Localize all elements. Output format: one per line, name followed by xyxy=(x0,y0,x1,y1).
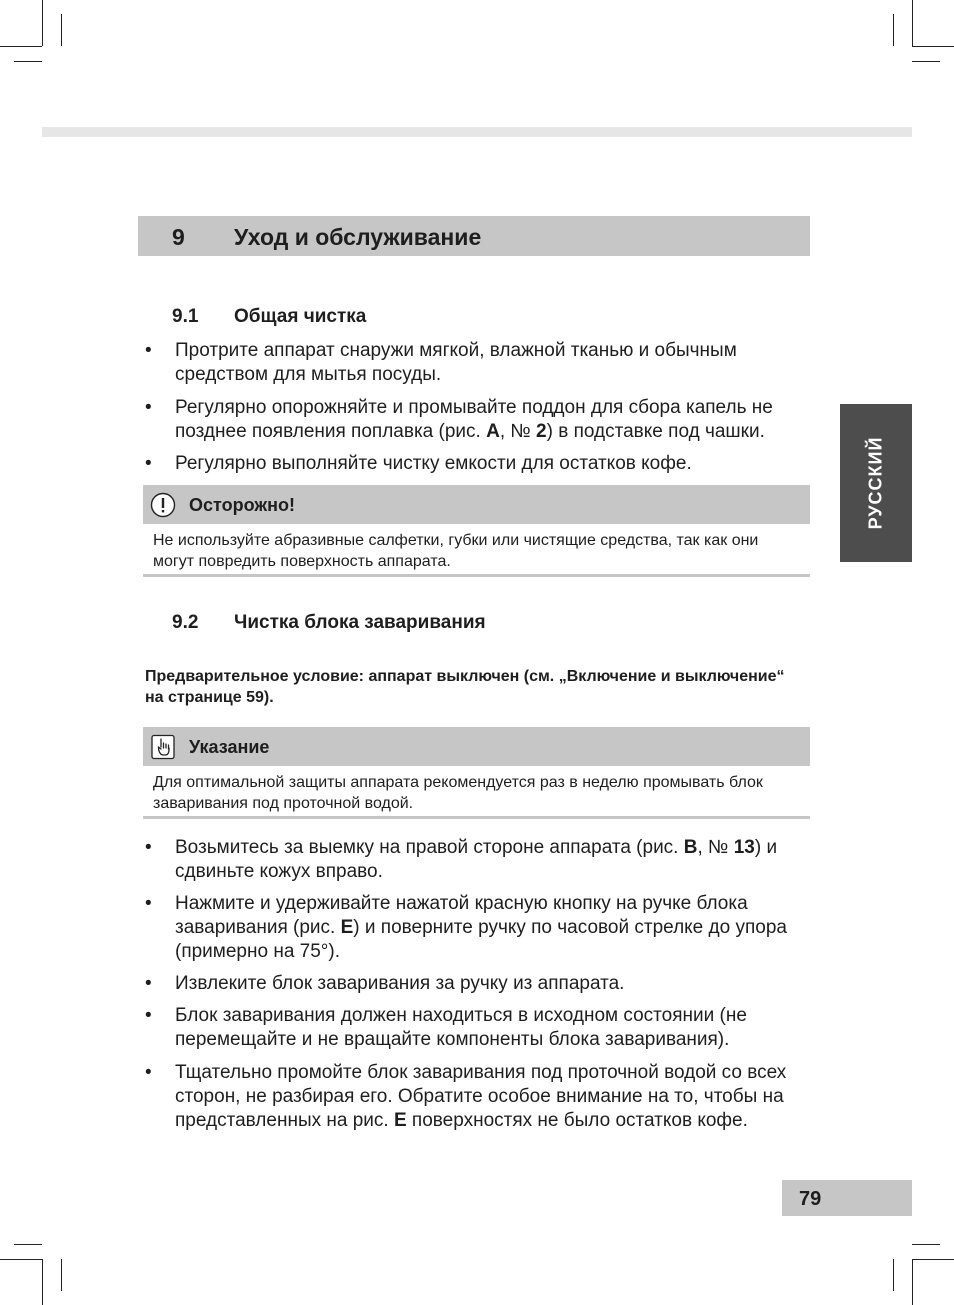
language-label: РУССКИЙ xyxy=(865,436,886,530)
pointing-hand-icon xyxy=(150,734,176,760)
caution-text: Не используйте абразивные салфетки, губки или чистящие средства, так как они могут повредить поверхность аппарата. xyxy=(153,532,759,570)
header-band xyxy=(42,127,912,137)
caution-label: Осторожно! xyxy=(189,495,295,515)
section-title: Чистка блока заваривания xyxy=(234,612,486,633)
caution-header xyxy=(143,485,810,524)
note-text: Для оптимальной защиты аппарата рекомендуется раз в неделю промывать блок заваривания под проточной водой. xyxy=(153,774,763,812)
list-item xyxy=(145,396,809,444)
list-item-text: Тщательно промойте блок заваривания под проточной водой со всех сторон, не разбирая его. Обратите особое внимание на то, чтобы на представленных на рис. E поверхностях не было остатков кофе. xyxy=(175,1062,787,1131)
exclamation-icon xyxy=(150,492,176,518)
list-item xyxy=(145,836,809,884)
list-item-text: Нажмите и удерживайте нажатой красную кнопку на ручке блока заваривания (рис. E) и поверните ручку по часовой стрелке до упора (примерно на 75°). xyxy=(175,893,787,962)
bullet-symbol: • xyxy=(145,1062,152,1083)
chapter-heading xyxy=(138,216,810,256)
page-number-box xyxy=(782,1180,912,1216)
caution-divider xyxy=(143,574,810,577)
list-item-text: Извлеките блок заваривания за ручку из аппарата. xyxy=(175,973,625,994)
list-item xyxy=(145,339,809,387)
page-number: 79 xyxy=(799,1188,822,1210)
list-item xyxy=(145,452,809,476)
note-label: Указание xyxy=(189,737,270,757)
section-title: Общая чистка xyxy=(234,306,367,327)
list-item-text: Блок заваривания должен находиться в исходном состоянии (не перемещайте и не вращайте компоненты блока заваривания). xyxy=(175,1005,747,1050)
bullet-symbol: • xyxy=(145,893,152,914)
list-item xyxy=(145,1061,809,1133)
bullet-symbol: • xyxy=(145,453,152,474)
language-tab xyxy=(840,404,912,562)
list-item-text: Возьмитесь за выемку на правой стороне аппарата (рис. B, № 13) и сдвиньте кожух вправо. xyxy=(175,837,778,882)
section-number: 9.1 xyxy=(172,306,199,327)
list-item-text: Регулярно выполняйте чистку емкости для остатков кофе. xyxy=(175,453,692,474)
bullet-symbol: • xyxy=(145,340,152,361)
list-item xyxy=(145,892,809,964)
section-number: 9.2 xyxy=(172,612,199,633)
note-header xyxy=(143,727,810,766)
chapter-title: Уход и обслуживание xyxy=(234,224,482,250)
bullet-symbol: • xyxy=(145,1005,152,1026)
section-heading xyxy=(172,612,486,634)
chapter-number: 9 xyxy=(172,224,185,250)
list-item xyxy=(145,1004,809,1052)
list-item-text: Регулярно опорожняйте и промывайте поддон для сбора капель не позднее появления поплавка (рис. A, № 2) в подставке под чашки. xyxy=(175,397,773,442)
note-divider xyxy=(143,816,810,819)
bullet-symbol: • xyxy=(145,397,152,418)
precondition-text: Предварительное условие: аппарат выключен (см. „Включение и выключение“ на странице 59). xyxy=(145,668,785,706)
section-heading xyxy=(172,306,367,328)
bullet-symbol: • xyxy=(145,837,152,858)
bullet-symbol: • xyxy=(145,973,152,994)
list-item-text: Протрите аппарат снаружи мягкой, влажной тканью и обычным средством для мытья посуды. xyxy=(175,340,737,385)
list-item xyxy=(145,972,809,996)
